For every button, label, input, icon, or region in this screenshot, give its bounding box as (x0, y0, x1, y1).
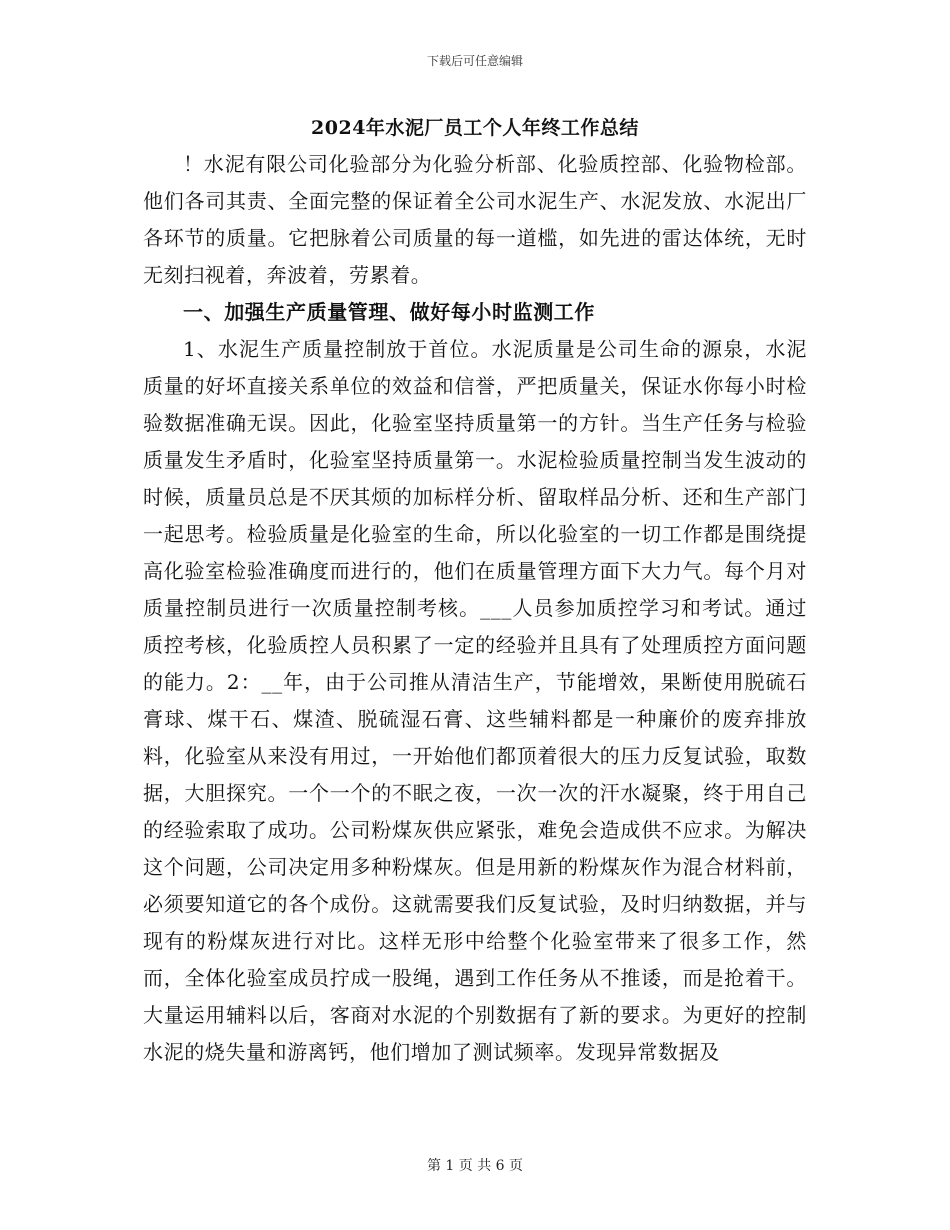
page-header-note: 下载后可任意编辑 (426, 54, 523, 68)
document-title: 2024年水泥厂员工个人年终工作总结 (311, 117, 639, 139)
section-heading: 一、加强生产质量管理、做好每小时监测工作 (183, 300, 595, 324)
body-paragraph: 1、水泥生产质量控制放于首位。水泥质量是公司生命的源泉，水泥质量的好坏直接关系单位的效益和信誉，严把质量关，保证水你每小时检验数据准确无误。因此，化验室坚持质量第一的方针。当生产任务与检验质量发生矛盾时，化验室坚持质量第一。水泥检验质量控制当发生波动的时候，质量员总是不厌其烦的加标样分析、留取样品分析、还和生产部门一起思考。检验质量是化验室的生命，所以化验室的一切工作都是围绕提高化验室检验准确度而进行的，他们在质量管理方面下大力气。每个月对质量控制员进行一次质量控制考核。___人员参加质控学习和考试。通过质控考核，化验质控人员积累了一定的经验并且具有了处理质控方面问题的能力。2：__年，由于公司推从清洁生产，节能增效，果断使用脱硫石膏球、煤干石、煤渣、脱硫湿石膏、这些辅料都是一种廉价的废弃排放料，化验室从来没有用过，一开始他们都顶着很大的压力反复试验，取数据，大胆探究。一个一个的不眠之夜，一次一次的汗水凝聚，终于用自己的经验索取了成功。公司粉煤灰供应紧张，难免会造成供不应求。为解决这个问题，公司决定用多种粉煤灰。但是用新的粉煤灰作为混合材料前，必须要知道它的各个成份。这就需要我们反复试验，及时归纳数据，并与现有的粉煤灰进行对比。这样无形中给整个化验室带来了很多工作，然而，全体化验室成员拧成一股绳，遇到工作任务从不推诿，而是抢着干。大量运用辅料以后，客商对水泥的个别数据有了新的要求。为更好的控制水泥的烧失量和游离钙，他们增加了测试频率。发现异常数据及 (143, 337, 807, 1064)
page-number: 第 1 页 共 6 页 (426, 1158, 524, 1174)
document-body (143, 146, 807, 1071)
intro-paragraph: ！水泥有限公司化验部分为化验分析部、化验质控部、化验物检部。他们各司其责、全面完整的保证着全公司水泥生产、水泥发放、水泥出厂各环节的质量。它把脉着公司质量的每一道槛，如先进的雷达体统，无时无刻扫视着，奔波着，劳累着。 (143, 152, 807, 287)
